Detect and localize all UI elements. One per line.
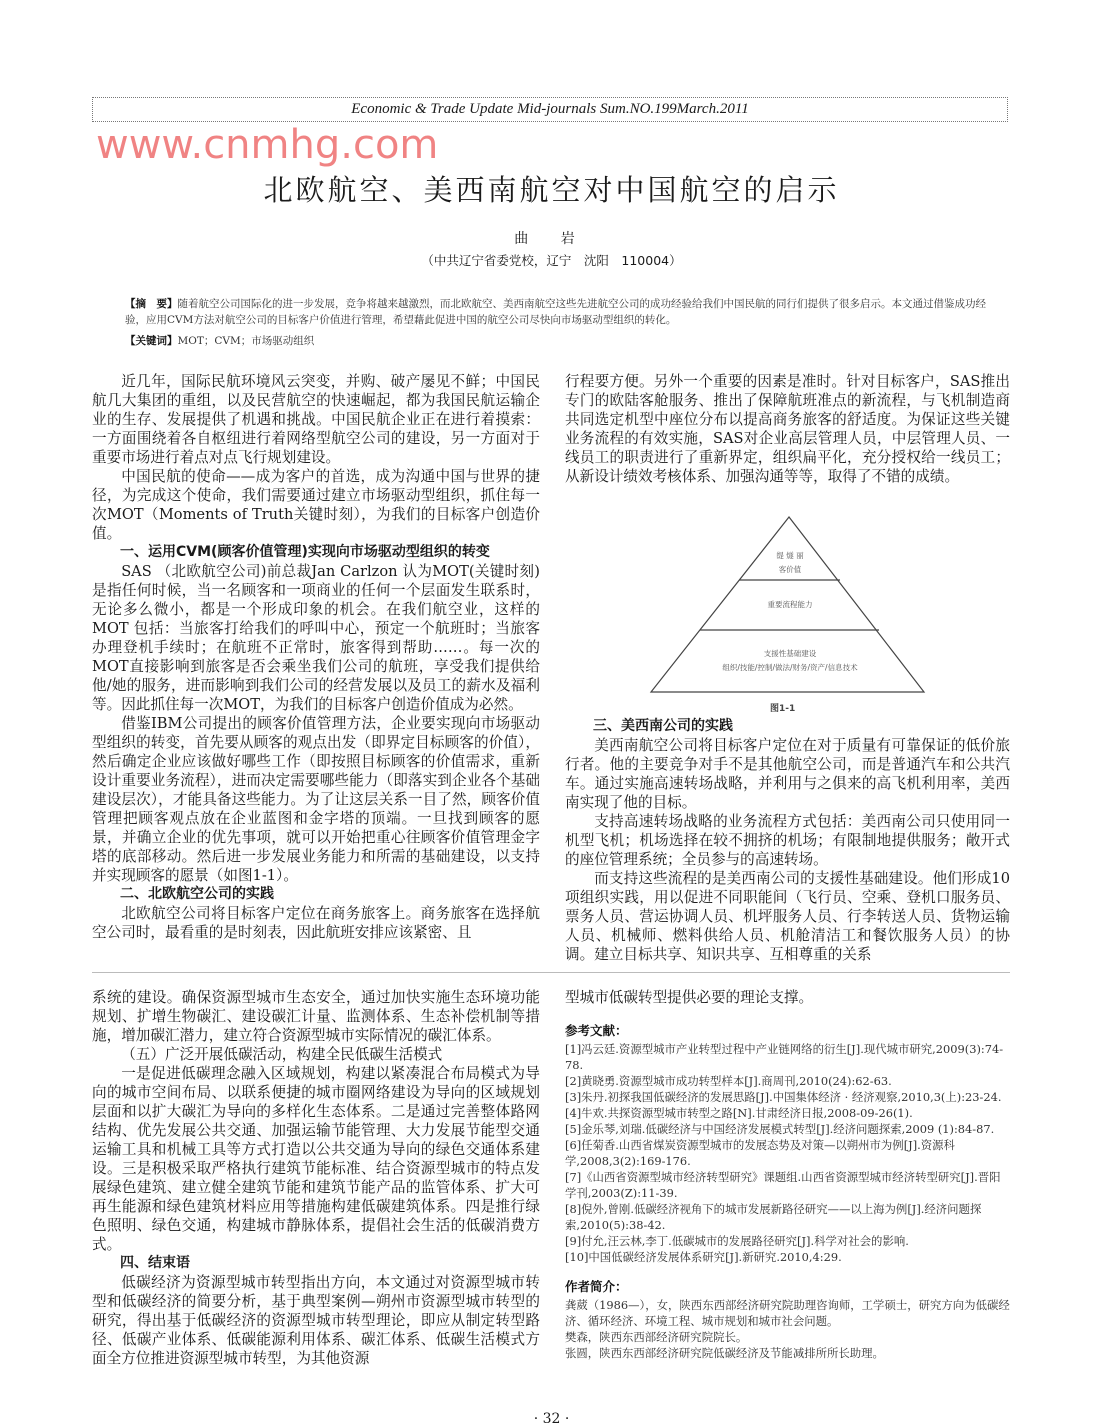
paragraph: 美西南航空公司将目标客户定位在对于质量有可靠保证的低价旅行者。他的主要竞争对手不是其他航空公司，而是普通汽车和公共汽车。通过实施高速转场战略，并利用与之俱来的高飞机利用率，美西南实现了他的目标。: [565, 737, 1010, 811]
pyramid-bottom-label-2: 组织/技能/控制/做法/财务/资产/信息技术: [722, 663, 858, 672]
pyramid-bottom-label-1: 支援性基础建设: [763, 649, 817, 658]
journal-header: [92, 97, 1008, 122]
paragraph: SAS （北欧航空公司)前总裁Jan Carlzon 认为MOT(关键时刻)是指任何时候，当一名顾客和一项商业的任何一个层面发生联系时，无论多么微小，都是一个形成印象的机会。在我们航空业，这样的MOT 包括：当旅客打给我们的呼叫中心，预定一个航班时；当旅客办理登机手续时；在航班不正常时，旅客得到帮助……。每一次的MOT直接影响到旅客是否会乘坐我们公司的航班，享受我们提供给他/她的服务，进而影响到我们公司的经营发展以及员工的薪水及福利等。因此抓住每一次MOT，为我们的目标客户创造价值成为必然。: [92, 563, 540, 713]
keywords-text: MOT；CVM；市场驱动组织: [177, 335, 315, 347]
references-heading: 参考文献：: [565, 1023, 628, 1038]
subsection-heading: （五）广泛开展低碳活动，构建全民低碳生活模式: [121, 1046, 443, 1063]
abstract-text: 随着航空公司国际化的进一步发展，竞争将越来越激烈，而北欧航空、美西南航空这些先进航空公司的成功经验给我们中国民航的同行们提供了很多启示。本文通过借鉴成功经验，应用CVM方法对航空公司的目标客户价值进行管理，希望藉此促进中国的航空公司尽快向市场驱动型组织的转化。: [125, 298, 986, 326]
paragraph: 行程要方便。另外一个重要的因素是准时。针对目标客户，SAS推出专门的欧陆客舱服务、推出了保障航班准点的新流程，与飞机制造商共同选定机型中座位分布以提高商务旅客的舒适度。为保证这些关键业务流程的有效实施，SAS对企业高层管理人员，中层管理人员、一线员工的职责进行了重新界定，组织扁平化，充分授权给一线员工；从新设计绩效考核体系、加强沟通等等，取得了不错的成绩。: [565, 373, 1010, 485]
reference-item: [10]中国低碳经济发展体系研究[J].新研究.2010,4:29.: [565, 1250, 842, 1264]
author-bios: [565, 1277, 1010, 1361]
pyramid-top-label-1: 缇 燧 丽: [776, 551, 804, 560]
paragraph: 借鉴IBM公司提出的顾客价值管理方法，企业要实现向市场驱动型组织的转变，首先要从顾客的观点出发（即界定目标顾客的价值），然后确定企业应该做好哪些工作（即按照目标顾客的价值需求，重新设计重要业务流程），进而决定需要哪些能力（即落实到企业各个基础建设层次），才能具备这些能力。为了让这层关系一目了然，顾客价值管理把顾客观点放在企业蓝图和金字塔的顶端。一旦找到顾客的愿景，并确立企业的优先事项，就可以开始把重心往顾客价值管理金字塔的底部移动。然后进一步发展业务能力和所需的基础建设，以支持并实现顾客的愿景（如图1-1）。: [92, 715, 540, 884]
paragraph: 支持高速转场战略的业务流程方式包括：美西南公司只使用同一机型飞机；机场选择在较不拥挤的机场；有限制地提供服务；敞开式的座位管理系统；全员参与的高速转场。: [565, 813, 1010, 868]
reference-item: [7]《山西省资源型城市经济转型研究》课题组.山西省资源型城市经济转型研究[J].晋阳学刊,2003(Z):11-39.: [565, 1170, 1001, 1200]
reference-item: [8]倪外,曾刚.低碳经济视角下的城市发展新路径研究——以上海为例[J].经济问题探索,2010(5):38-42.: [565, 1202, 982, 1232]
reference-item: [9]付允,汪云林,李丁.低碳城市的发展路径研究[J].科学对社会的影响.: [565, 1234, 909, 1248]
right-column-top-lower: [565, 717, 1010, 964]
keywords-label: 【关键词】: [125, 335, 178, 347]
right-column-top-text: [565, 372, 1010, 486]
watermark: www.cnmhg.com: [96, 122, 439, 168]
reference-item: [2]黄晓勇.资源型城市成功转型样本[J].商周刊,2010(24):62-63.: [565, 1074, 892, 1088]
left-column-top: [92, 372, 540, 942]
pyramid-middle-label: 重要流程能力: [767, 600, 813, 609]
reference-item: [5]金乐琴,刘瑞.低碳经济与中国经济发展模式转型[J].经济问题探索,2009 (1):84-87.: [565, 1122, 995, 1136]
paragraph: 北欧航空公司将目标客户定位在商务旅客上。商务旅客在选择航空公司时，最看重的是时刻表，因此航班安排应该紧密、且: [92, 905, 540, 941]
paragraph: 型城市低碳转型提供必要的理论支撑。: [565, 989, 814, 1006]
left-column-bottom: [92, 988, 540, 1368]
keywords: [125, 333, 1005, 349]
section-heading: 二、北欧航空公司的实践: [120, 886, 274, 902]
section-divider: [92, 972, 1010, 973]
author-affiliation: （中共辽宁省委党校，辽宁 沈阳 110004）: [421, 253, 682, 268]
paragraph: 低碳经济为资源型城市转型指出方向，本文通过对资源型城市转型和低碳经济的简要分析，基于典型案例—朔州市资源型城市转型的研究，得出基于低碳经济的资源型城市转型理论，即应从制定转型路径、低碳产业体系、低碳能源利用体系、碳汇体系、低碳生活模式方面全方位推进资源型城市转型，为其他资源: [92, 1274, 540, 1367]
section-heading: 三、美西南公司的实践: [593, 718, 733, 734]
paragraph: 而支持这些流程的是美西南公司的支援性基础建设。他们形成10项组织实践，用以促进不同职能间（飞行员、空乘、登机口服务员、票务人员、营运协调人员、机坪服务人员、行李转送人员、货物运输人员、机械师、燃料供给人员、机舱清洁工和餐饮服务人员）的协调。建立目标共享、知识共享、互相尊重的关系: [565, 870, 1010, 963]
pyramid-figure: [640, 510, 940, 700]
page-number: · 32 ·: [533, 1411, 570, 1427]
abstract-label: 【摘 要】: [125, 298, 178, 310]
article-author: 曲 岩: [514, 231, 589, 247]
figure-caption: 图1-1: [770, 704, 796, 714]
journal-name: Economic & Trade Update Mid-journals Sum.NO.199March.2011: [351, 101, 749, 117]
author-bio: 龚葳（1986—），女，陕西东西部经济研究院助理咨询师，工学硕士，研究方向为低碳经济、循环经济、环境工程、城市规划和城市社会问题。: [565, 1298, 1010, 1328]
paragraph: 系统的建设。确保资源型城市生态安全，通过加快实施生态环境功能规划、扩增生物碳汇、建设碳汇计量、监测体系、生态补偿机制等措施，增加碳汇潜力，建立符合资源型城市实际情况的碳汇体系。: [92, 989, 540, 1044]
reference-item: [4]牛欢.共探资源型城市转型之路[N].甘肃经济日报,2008-09-26(1).: [565, 1106, 913, 1120]
paragraph: 中国民航的使命——成为客户的首选，成为沟通中国与世界的捷径，为完成这个使命，我们需要通过建立市场驱动型组织，抓住每一次MOT（Moments of Truth关键时刻），为我们的目标客户创造价值。: [92, 468, 540, 542]
paragraph: 一是促进低碳理念融入区域规划，构建以紧凑混合布局模式为导向的城市空间布局、以联系便捷的城市圈网络建设为导向的区域规划层面和以扩大碳汇为导向的多样化生态体系。二是通过完善整体路网结构、优先发展公共交通、加强运输节能管理、大力发展节能型交通运输工具和机械工具等方式打造以公共交通为导向的绿色交通体系建设。三是积极采取严格执行建筑节能标准、结合资源型城市的特点发展绿色建筑、建立健全建筑节能和建筑节能产品的监管体系、扩大可再生能源和绿色建筑材料应用等措施构建低碳建筑体系。四是推行绿色照明、绿色交通，构建城市静脉体系，提倡社会生活的低碳消费方式。: [92, 1065, 540, 1253]
paragraph: 近几年，国际民航环境风云突变，并购、破产屡见不鲜；中国民航几大集团的重组，以及民营航空的快速崛起，都为我国民航运输企业的生存、发展提供了机遇和挑战。中国民航企业正在进行着摸索：一方面围绕着各自枢纽进行着网络型航空公司的建设，另一方面对于重要市场进行着点对点飞行规划建设。: [92, 373, 540, 466]
article-title: 北欧航空、美西南航空对中国航空的启示: [263, 173, 840, 207]
reference-item: [6]任菊香.山西省煤炭资源型城市的发展态势及对策—以朔州市为例[J].资源科学,2008,3(2):169-176.: [565, 1138, 955, 1168]
section-heading: 四、结束语: [120, 1255, 190, 1271]
abstract: [125, 296, 1005, 328]
section-heading: 一、运用CVM(顾客价值管理)实现向市场驱动型组织的转变: [120, 544, 490, 560]
reference-item: [1]冯云廷.资源型城市产业转型过程中产业链网络的衍生[J].现代城市研究,2009(3):74-78.: [565, 1042, 1004, 1072]
right-column-bottom: [565, 988, 1010, 1361]
references: [565, 1021, 1010, 1265]
pyramid-top-label-2: 客价值: [778, 565, 802, 574]
author-bios-heading: 作者简介：: [565, 1279, 628, 1294]
reference-item: [3]朱丹.初探我国低碳经济的发展思路[J].中国集体经济 · 经济观察,2010,3(上):23-24.: [565, 1090, 1002, 1104]
right-column-bottom-text: [565, 988, 1010, 1007]
author-bio: 樊森，陕西东西部经济研究院院长。: [565, 1330, 748, 1344]
author-bio: 张圆，陕西东西部经济研究院低碳经济及节能减排所所长助理。: [565, 1346, 884, 1360]
